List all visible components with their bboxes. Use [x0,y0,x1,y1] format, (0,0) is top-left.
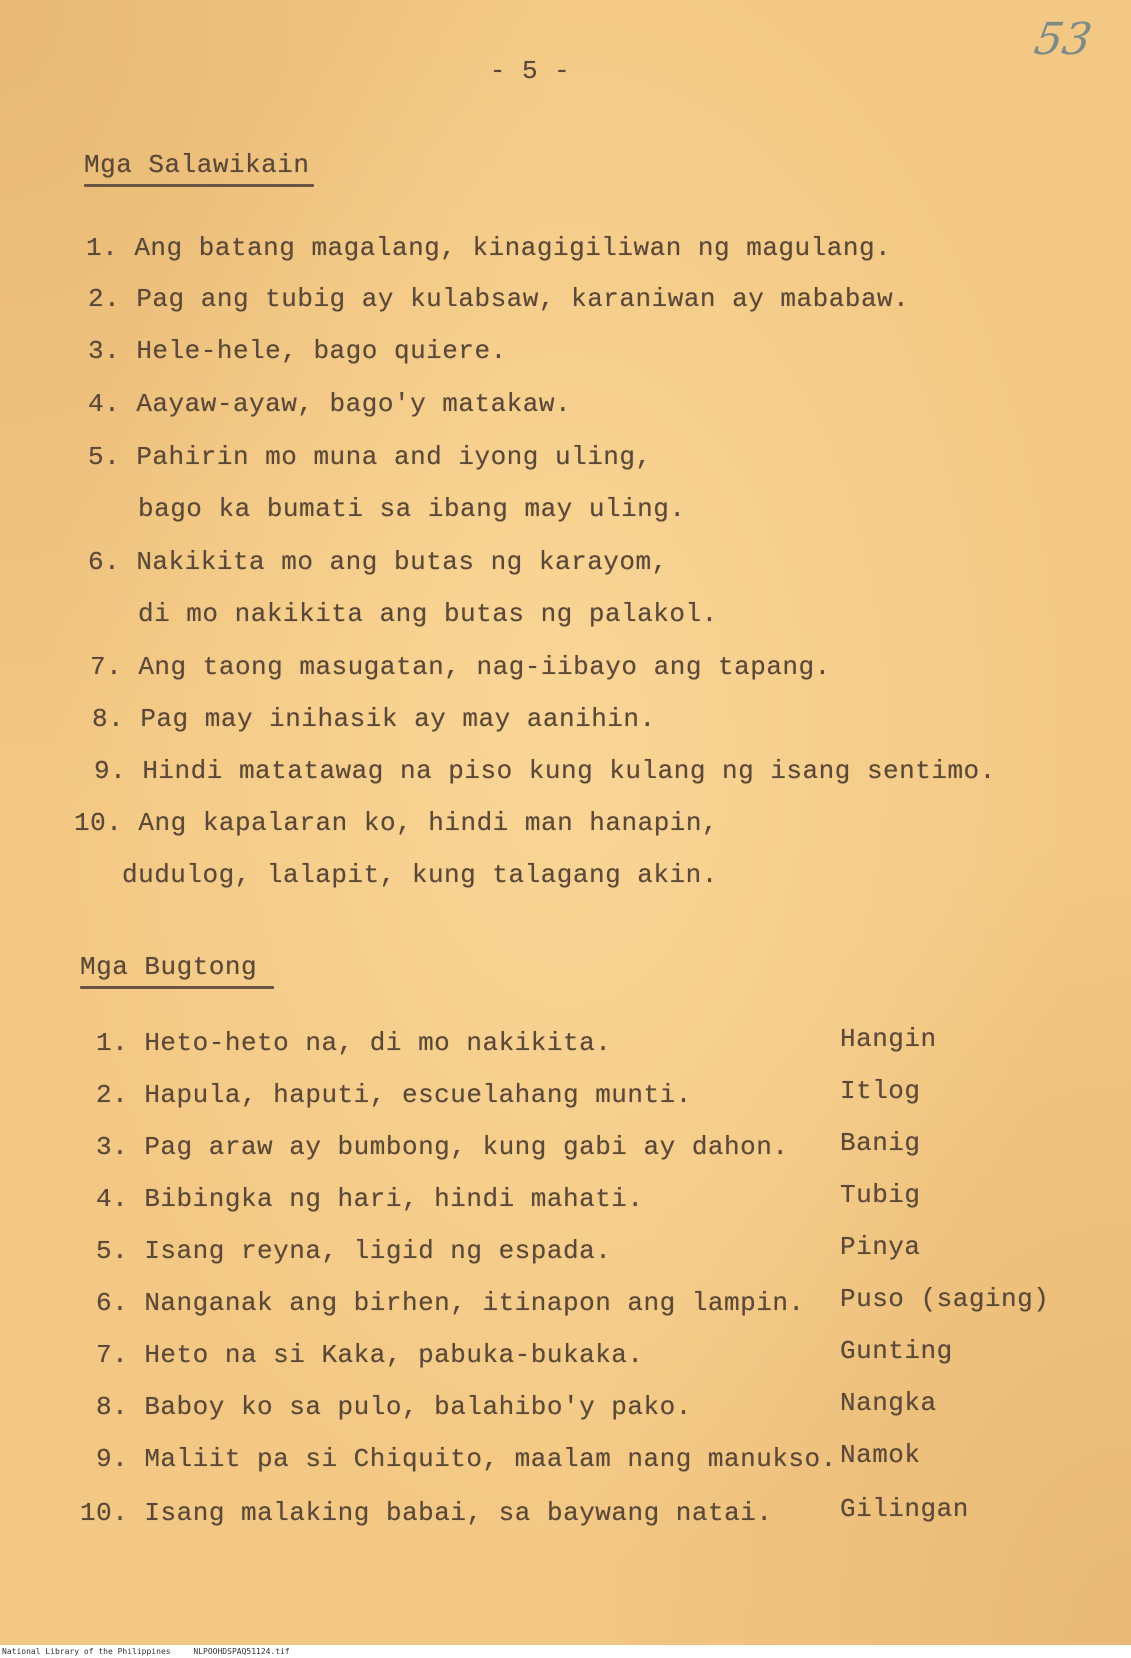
bugtong-answer-3: Banig [840,1128,921,1158]
bugtong-item-9 [96,1444,837,1474]
bugtong-riddle: Heto na si Kaka, pabuka-bukaka. [144,1340,644,1370]
bugtong-item-number: 4. [96,1184,129,1214]
salawikain-item-3 [88,336,507,366]
salawikain-item-text: Pag ang tubig ay kulabsaw, karaniwan ay mababaw. [136,284,910,314]
bugtong-answer-4: Tubig [840,1180,921,1210]
bugtong-answer-8: Nangka [840,1388,937,1418]
salawikain-item-8 [92,704,656,734]
salawikain-item-text: dudulog, lalapit, kung talagang akin. [122,860,718,890]
bugtong-item-1 [96,1028,1096,1058]
bugtong-riddle: Maliit pa si Chiquito, maalam nang manukso. [144,1444,837,1474]
salawikain-item-number: 5. [88,442,121,472]
salawikain-item-6-continuation [138,599,718,629]
bugtong-riddle: Baboy ko sa pulo, balahibo'y pako. [144,1392,692,1422]
salawikain-item-number: 7. [90,652,123,682]
salawikain-item-7 [90,652,831,682]
salawikain-item-number: 6. [88,547,121,577]
bugtong-heading-underline [80,986,274,989]
salawikain-item-number: 8. [92,704,125,734]
bugtong-item-number: 8. [96,1392,129,1422]
bugtong-answer-7: Gunting [840,1336,953,1366]
footer-file-id: NLPOOHDSPAQ51124.tif [193,1647,290,1656]
bugtong-answer-10: Gilingan [840,1494,969,1524]
bugtong-item-number: 5. [96,1236,129,1266]
bugtong-item-10 [80,1498,772,1528]
salawikain-item-text: Ang batang magalang, kinagigiliwan ng magulang. [134,233,892,263]
salawikain-item-number: 2. [88,284,121,314]
bugtong-item-4 [96,1184,644,1214]
salawikain-item-text: Aayaw-ayaw, bago'y matakaw. [136,389,572,419]
salawikain-item-text: di mo nakikita ang butas ng palakol. [138,599,718,629]
bugtong-riddle: Bibingka ng hari, hindi mahati. [144,1184,644,1214]
bugtong-item-number: 2. [96,1080,129,1110]
bugtong-item-3 [96,1132,788,1162]
salawikain-item-text: Pahirin mo muna and iyong uling, [136,442,652,472]
salawikain-item-text: Ang taong masugatan, nag-iibayo ang tapang. [138,652,831,682]
bugtong-riddle: Isang reyna, ligid ng espada. [144,1236,612,1266]
bugtong-riddle: Nanganak ang birhen, itinapon ang lampin. [144,1288,805,1318]
salawikain-item-5 [88,442,652,472]
salawikain-item-4 [88,389,571,419]
salawikain-item-text: bago ka bumati sa ibang may uling. [138,494,686,524]
salawikain-item-text: Ang kapalaran ko, hindi man hanapin, [138,808,719,838]
salawikain-item-text: Hele-hele, bago quiere. [136,336,507,366]
salawikain-item-10-continuation [122,860,718,890]
salawikain-heading: Mga Salawikain [84,150,310,180]
bugtong-heading: Mga Bugtong [80,952,258,982]
bugtong-answer-5: Pinya [840,1232,921,1262]
salawikain-item-9 [94,756,996,786]
bugtong-riddle: Hapula, haputi, escuelahang munti. [144,1080,692,1110]
bugtong-item-number: 6. [96,1288,129,1318]
salawikain-item-text: Hindi matatawag na piso kung kulang ng isang sentimo. [142,756,996,786]
bugtong-answer-9: Namok [840,1440,921,1470]
scan-footer [0,1645,1131,1658]
bugtong-item-8 [96,1392,692,1422]
bugtong-riddle: Pag araw ay bumbong, kung gabi ay dahon. [144,1132,789,1162]
salawikain-item-6 [88,547,668,577]
salawikain-item-text: Pag may inihasik ay may aanihin. [140,704,656,734]
salawikain-item-10 [74,808,718,838]
page-number: - 5 - [489,56,571,86]
bugtong-riddle: Isang malaking babai, sa baywang natai. [144,1498,773,1528]
bugtong-item-5 [96,1236,611,1266]
bugtong-item-number: 10. [80,1498,129,1528]
footer-institution: National Library of the Philippines [2,1647,171,1656]
salawikain-heading-block [84,150,314,187]
bugtong-item-number: 1. [96,1028,129,1058]
bugtong-item-number: 3. [96,1132,129,1162]
salawikain-item-5-continuation [138,494,686,524]
salawikain-item-number: 9. [94,756,127,786]
salawikain-item-number: 4. [88,389,121,419]
salawikain-item-text: Nakikita mo ang butas ng karayom, [136,547,668,577]
bugtong-answer-1: Hangin [840,1024,937,1054]
bugtong-item-6 [96,1288,805,1318]
salawikain-item-number: 1. [86,233,119,263]
salawikain-heading-underline [84,184,314,187]
bugtong-item-number: 7. [96,1340,129,1370]
salawikain-item-2 [88,284,909,314]
bugtong-item-2 [96,1080,692,1110]
bugtong-heading-block [80,952,274,989]
bugtong-answer-6: Puso (saging) [840,1284,1050,1314]
bugtong-item-number: 9. [96,1444,129,1474]
handwritten-folio-number: 53 [1030,14,1096,65]
bugtong-answer-2: Itlog [840,1076,921,1106]
bugtong-item-7 [96,1340,644,1370]
bugtong-riddle: Heto-heto na, di mo nakikita. [144,1028,612,1058]
salawikain-item-number: 10. [74,808,123,838]
salawikain-item-1 [86,233,891,263]
salawikain-item-number: 3. [88,336,121,366]
